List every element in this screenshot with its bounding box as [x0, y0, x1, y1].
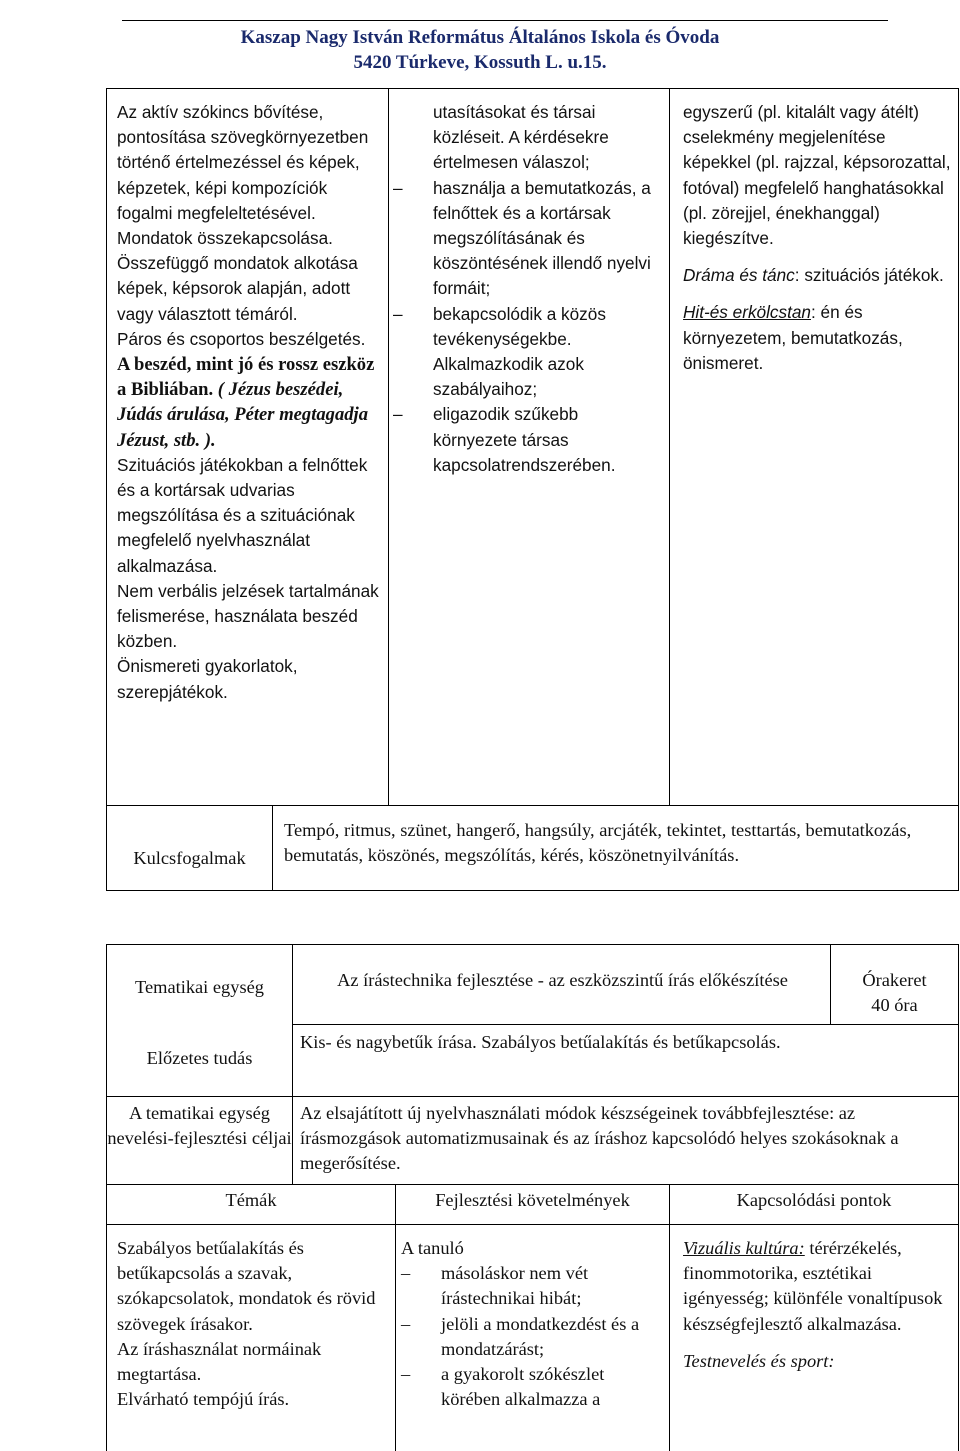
topic-text: Páros és csoportos beszélgetés.: [117, 328, 366, 349]
visual-culture-text: térérzékelés, finommotorika, esztétikai igényesség; különféle vonaltípusok készségfejlesztő alkalmazása.: [683, 1238, 943, 1334]
prior-knowledge-text: Kis- és nagybetűk írása. Szabályos betűalakítás és betűkapcsolás.: [300, 1032, 781, 1052]
requirement-item: – használja a bemutatkozás, a felnőttek és a kortársak megszólításának és köszöntésének illendő nyelvi formáit;: [393, 176, 665, 302]
goals-label: A tematikai egység nevelési-fejlesztési céljai: [107, 1103, 292, 1149]
visual-culture-label: Vizuális kultúra:: [683, 1238, 805, 1258]
requirement-item: – jelöli a mondatkezdést és a mondatzárást;: [401, 1312, 665, 1362]
prior-knowledge-label: Előzetes tudás: [146, 1048, 253, 1068]
topic-text: Az íráshasználat normáinak megtartása.: [117, 1338, 322, 1385]
pe-label: Testnevelés és sport:: [683, 1350, 835, 1371]
topics-column: [117, 100, 382, 705]
connection-text: egyszerű (pl. kitalált vagy átélt) cselekmény megjelenítése képekkel (pl. rajzzal, képsorozattal, fotóval) megfelelő hanghatásokkal (pl. zörejjel, énekhanggal) kiegészítve.: [683, 102, 951, 249]
requirement-item: – bekapcsolódik a közös tevékenységekbe. Alkalmazkodik azok szabályaihoz;: [393, 302, 665, 403]
requirements-cell: [401, 1236, 665, 1412]
topic-text: Nem verbális jelzések tartalmának felismerése, használata beszéd közben.: [117, 580, 379, 652]
requirement-item: – a gyakorolt szókészlet körében alkalmazza a: [401, 1362, 665, 1412]
hours-label: Órakeret: [862, 970, 927, 990]
header-rule: [122, 20, 888, 21]
topic-text: Mondatok összekapcsolása.: [117, 228, 333, 249]
school-name: Kaszap Nagy István Református Általános Iskola és Óvoda: [240, 27, 720, 48]
connections-header: Kapcsolódási pontok: [736, 1190, 892, 1210]
thematic-unit-title: Az írástechnika fejlesztése - az eszközszintű írás előkészítése: [337, 970, 788, 990]
hit-label: Hit-és erkölcstan: [683, 302, 811, 323]
requirements-column: [393, 100, 665, 478]
goals-text: Az elsajátított új nyelvhasználati módok készségeinek továbbfejlesztése: az írásmozgások automatizmusainak és az íráshoz kapcsolódó helyes szokásoknak a megerősítése.: [300, 1103, 899, 1174]
topics-header: Témák: [225, 1190, 277, 1210]
drama-text: : szituációs játékok.: [794, 265, 944, 286]
topic-text: Elvárható tempójú írás.: [117, 1389, 290, 1410]
topic-text: Összefüggő mondatok alkotása képek, képsorok alapján, adott vagy választott témáról.: [117, 253, 358, 324]
key-concepts-text: Tempó, ritmus, szünet, hangerő, hangsúly, arcjáték, tekintet, testtartás, bemutatkozás, bemutatás, köszönés, megszólítás, kérés, köszönetnyilvánítás.: [284, 820, 912, 866]
key-concepts-label: Kulcsfogalmak: [133, 848, 246, 868]
topic-text: Önismereti gyakorlatok, szerepjátékok.: [117, 656, 298, 702]
bible-examples: ( Jézus beszédei, Júdás árulása, Péter megtagadja Jézust, stb. ).: [117, 379, 369, 451]
topics-cell: [117, 1236, 389, 1412]
requirement-item: – másoláskor nem vét írástechnikai hibát;: [401, 1261, 665, 1311]
drama-label: Dráma és tánc: [683, 265, 795, 286]
hit-text: : én és környezetem, bemutatkozás, önismeret.: [683, 302, 903, 373]
connections-cell: [683, 1236, 953, 1374]
bible-topic: A beszéd, mint jó és rossz eszköz a Bibliában.: [117, 354, 375, 401]
thematic-unit-label: Tematikai egység: [135, 977, 264, 997]
topic-text: Szabályos betűalakítás és betűkapcsolás a szavak, szókapcsolatok, mondatok és rövid szövegek írásakor.: [117, 1238, 376, 1334]
hours-value: 40 óra: [871, 995, 918, 1015]
school-address: 5420 Túrkeve, Kossuth L. u.15.: [353, 52, 607, 73]
requirements-header: Fejlesztési követelmények: [435, 1190, 630, 1210]
topic-text: Az aktív szókincs bővítése, pontosítása szövegkörnyezetben történő értelmezéssel és képek, képzetek, képi kompozíciók fogalmi megfeleltetésével.: [117, 102, 369, 223]
requirements-intro: utasításokat és társai közléseit. A kérdésekre értelmesen válaszol;: [433, 102, 609, 173]
connections-column: [683, 100, 953, 376]
requirement-item: – eligazodik szűkebb környezete társas kapcsolatrendszerében.: [393, 402, 665, 478]
requirements-intro: A tanuló: [401, 1238, 464, 1258]
topic-text: Szituációs játékokban a felnőttek és a kortársak udvarias megszólítása és a szituációnak megfelelő nyelvhasználat alkalmazása.: [117, 454, 368, 576]
